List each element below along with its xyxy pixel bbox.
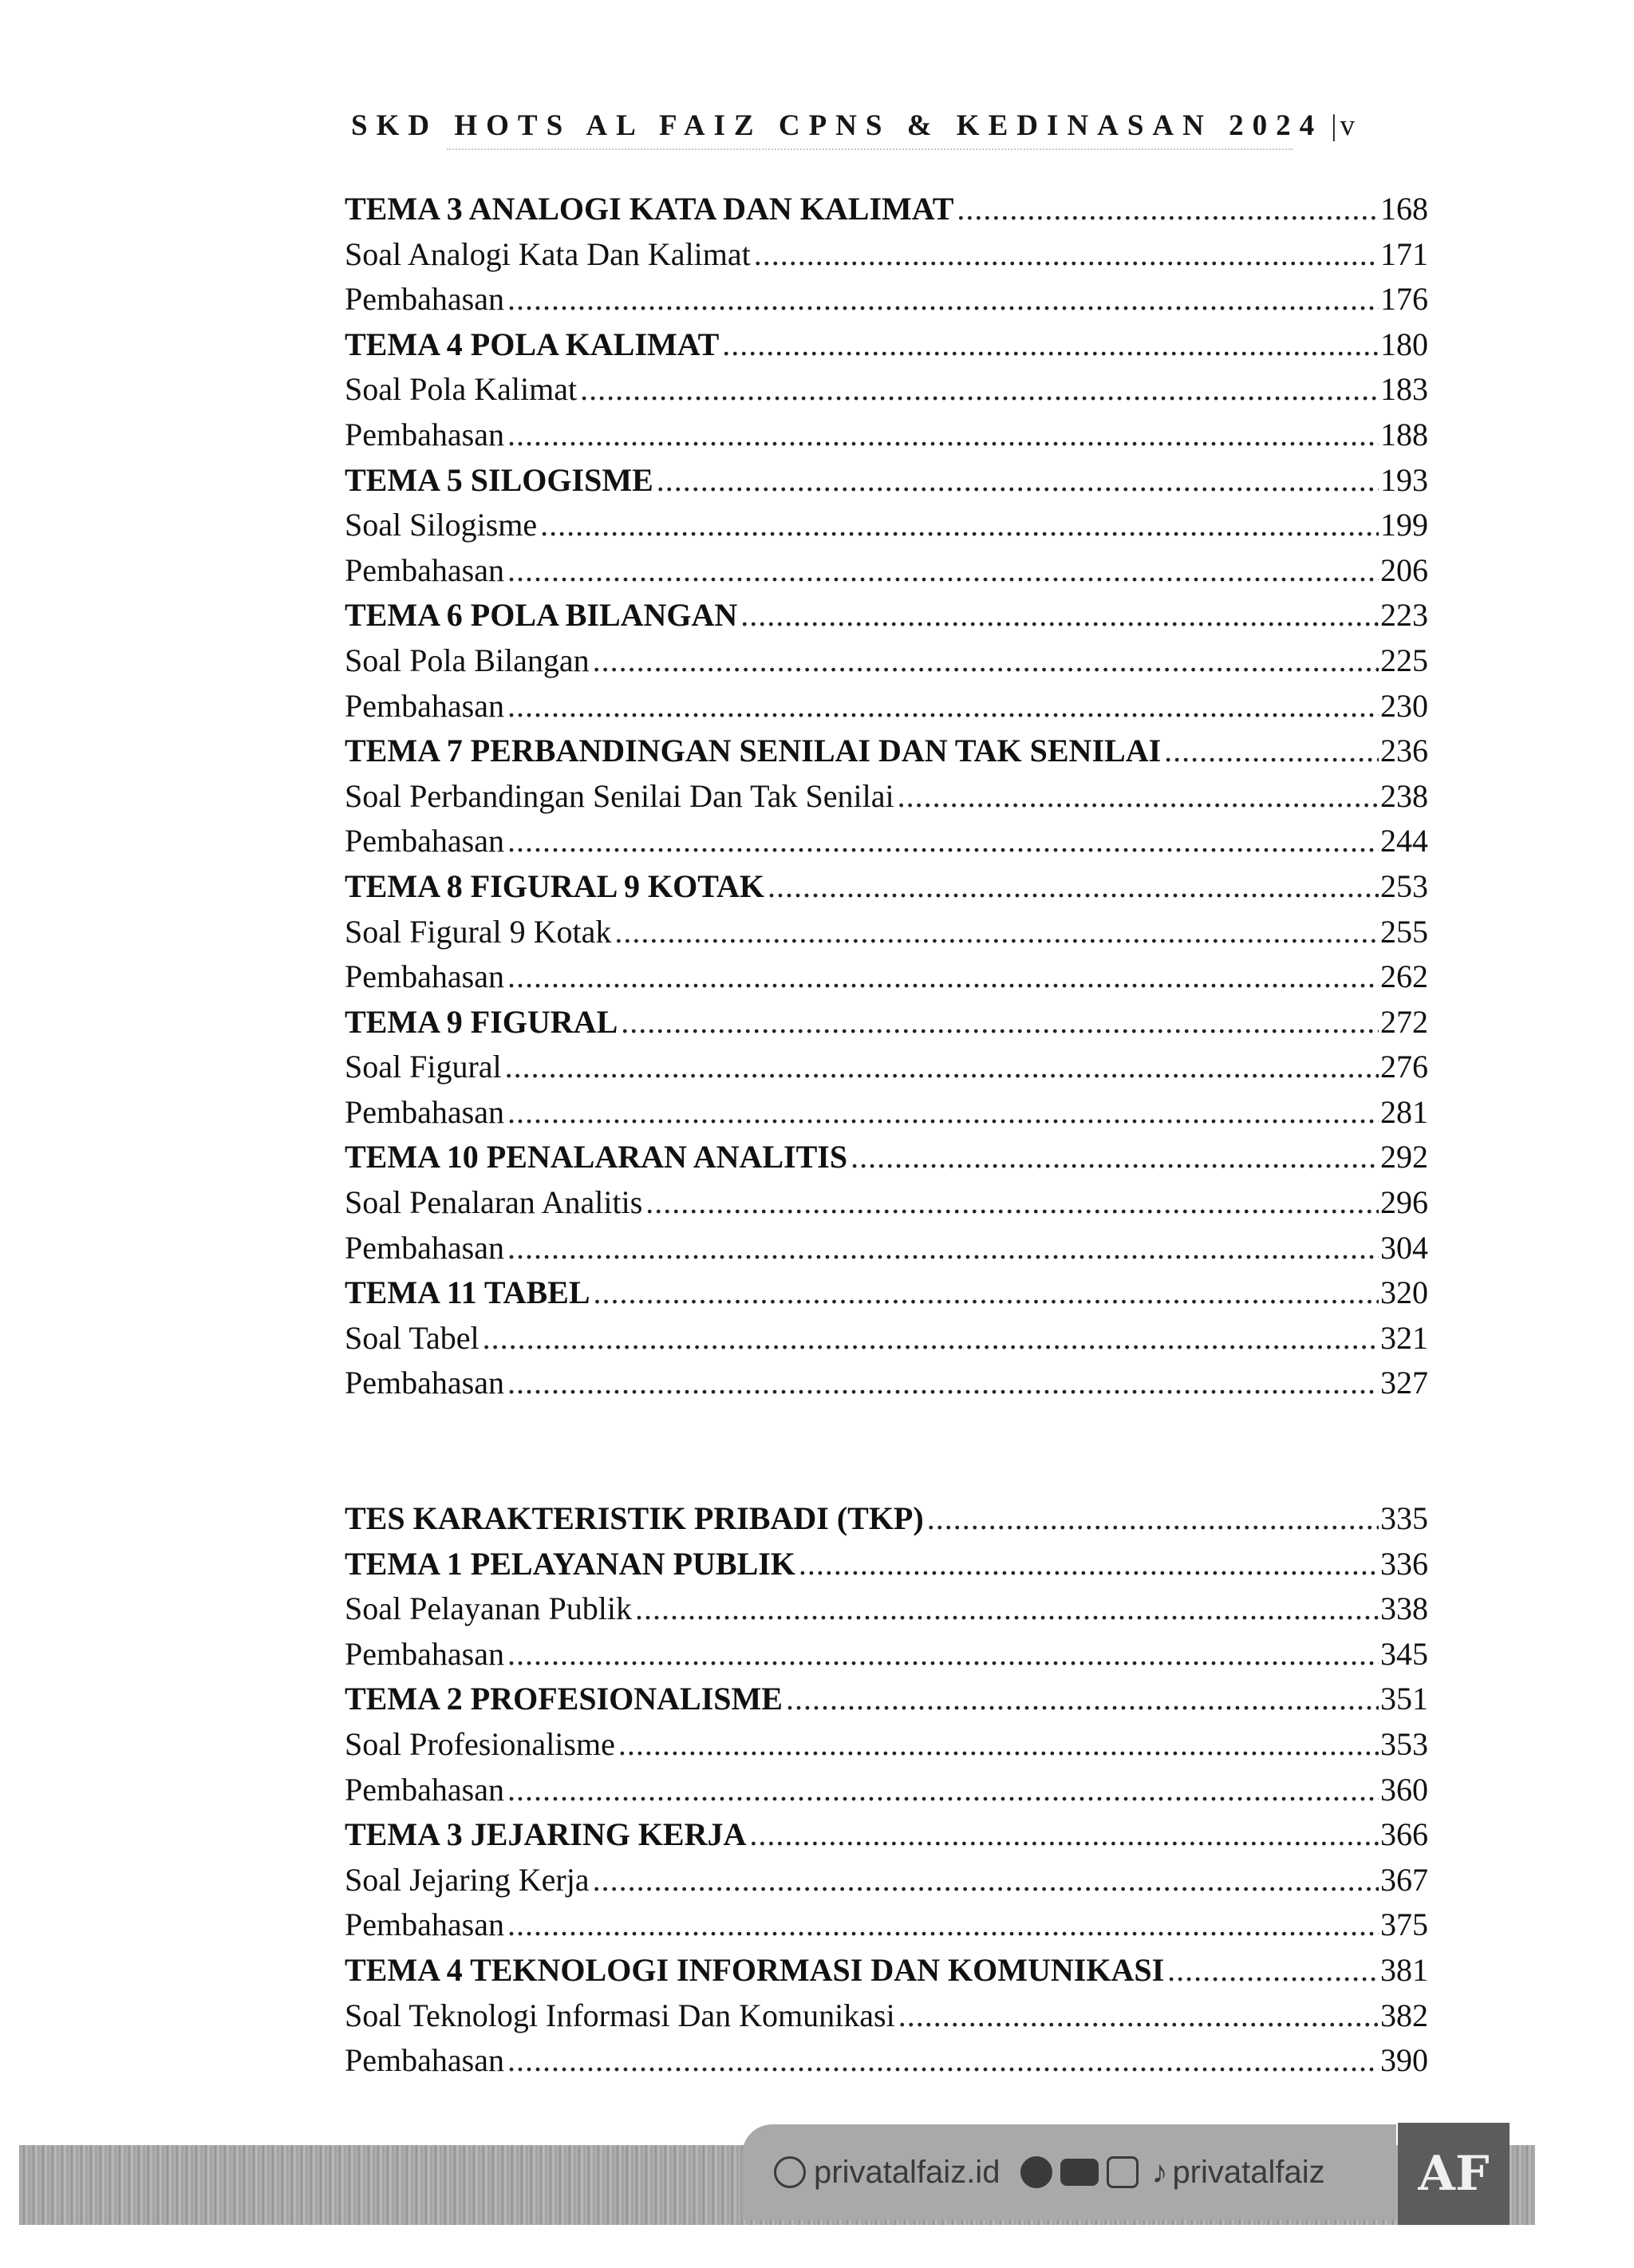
toc-page-number: 366 — [1380, 1816, 1428, 1853]
running-header — [351, 109, 1428, 143]
toc-title: Pembahasan — [345, 823, 504, 859]
dot-leader — [614, 910, 1379, 955]
toc-title: Pembahasan — [345, 1229, 504, 1266]
toc-entry-row — [345, 1180, 1428, 1226]
toc-heading-row — [345, 1812, 1428, 1858]
toc-page-number: 367 — [1380, 1861, 1428, 1898]
toc-title: Soal Tabel — [345, 1319, 480, 1356]
toc-entry-row — [345, 2038, 1428, 2084]
dot-leader — [1164, 729, 1379, 774]
toc-heading-row — [345, 458, 1428, 504]
toc-entry-row — [345, 1361, 1428, 1406]
toc-page-number: 180 — [1380, 326, 1428, 362]
toc-title: Pembahasan — [345, 416, 504, 452]
toc-title: TEMA 3 ANALOGI KATA DAN KALIMAT — [345, 191, 954, 227]
toc-title: Pembahasan — [345, 1093, 504, 1130]
dot-leader — [507, 277, 1379, 322]
dot-leader — [507, 1903, 1379, 1948]
toc-entry-row — [345, 1045, 1428, 1090]
toc-title: Soal Perbandingan Senilai Dan Tak Senilai — [345, 777, 894, 814]
toc-page-number: 225 — [1380, 642, 1428, 678]
logo-text: AF — [1418, 2146, 1490, 2202]
tiktok-icon: ♪ — [1151, 2154, 1168, 2190]
dot-leader — [507, 1632, 1379, 1677]
toc-heading-row — [345, 729, 1428, 774]
toc-page-number: 253 — [1380, 867, 1428, 904]
toc-entry-row — [345, 232, 1428, 278]
dot-leader — [507, 1361, 1379, 1406]
toc-page-number: 188 — [1380, 416, 1428, 452]
toc-heading-row — [345, 1496, 1428, 1542]
table-of-contents — [345, 187, 1428, 2084]
toc-title: TEMA 2 PROFESIONALISME — [345, 1681, 783, 1717]
toc-title: Pembahasan — [345, 281, 504, 318]
toc-title: TEMA 3 JEJARING KERJA — [345, 1816, 747, 1853]
dot-leader — [621, 1000, 1379, 1045]
toc-title: Pembahasan — [345, 958, 504, 995]
toc-title: TEMA 8 FIGURAL 9 KOTAK — [345, 867, 764, 904]
toc-heading-row — [345, 1000, 1428, 1045]
toc-title: Soal Figural — [345, 1049, 502, 1085]
toc-entry-row — [345, 413, 1428, 458]
dot-leader — [507, 2038, 1379, 2084]
toc-page-number: 320 — [1380, 1274, 1428, 1311]
toc-page-number: 199 — [1380, 507, 1428, 543]
toc-title: Soal Profesionalisme — [345, 1726, 615, 1762]
toc-title: Pembahasan — [345, 2042, 504, 2079]
dot-leader — [927, 1496, 1379, 1542]
dot-leader — [645, 1180, 1379, 1226]
dot-leader — [507, 1768, 1379, 1813]
toc-heading-row — [345, 1270, 1428, 1316]
dot-leader — [722, 322, 1379, 368]
dot-leader — [851, 1135, 1379, 1180]
dot-leader — [507, 1226, 1379, 1271]
toc-page-number: 236 — [1380, 733, 1428, 769]
dot-leader — [507, 684, 1379, 729]
toc-entry-row — [345, 503, 1428, 548]
toc-entry-row — [345, 1632, 1428, 1677]
toc-entry-row — [345, 277, 1428, 322]
toc-title: TEMA 4 POLA KALIMAT — [345, 326, 720, 362]
toc-title: Pembahasan — [345, 1635, 504, 1672]
instagram-icon — [1107, 2156, 1139, 2188]
toc-page-number: 262 — [1380, 958, 1428, 995]
dot-leader — [593, 1858, 1379, 1903]
dot-leader — [507, 413, 1379, 458]
dot-leader — [786, 1677, 1379, 1722]
dot-leader — [749, 1812, 1379, 1858]
toc-page-number: 336 — [1380, 1545, 1428, 1582]
toc-entry-row — [345, 1722, 1428, 1768]
toc-page-number: 272 — [1380, 1003, 1428, 1040]
footer-website: privatalfaiz.id — [814, 2154, 1001, 2190]
toc-entry-row — [345, 548, 1428, 594]
toc-page-number: 171 — [1380, 235, 1428, 272]
toc-entry-row — [345, 1090, 1428, 1136]
toc-page-number: 375 — [1380, 1906, 1428, 1943]
toc-heading-row — [345, 1948, 1428, 1993]
toc-page-number: 335 — [1380, 1500, 1428, 1537]
toc-page-number: 296 — [1380, 1184, 1428, 1221]
toc-page-number: 360 — [1380, 1771, 1428, 1808]
toc-entry-row — [345, 954, 1428, 1000]
dot-leader — [507, 1090, 1379, 1136]
toc-page-number: 304 — [1380, 1229, 1428, 1266]
dot-leader — [768, 864, 1379, 910]
toc-heading-row — [345, 1677, 1428, 1722]
toc-page-number: 381 — [1380, 1951, 1428, 1988]
toc-page-number: 206 — [1380, 551, 1428, 588]
toc-title: Soal Penalaran Analitis — [345, 1184, 643, 1221]
dot-leader — [635, 1586, 1379, 1632]
toc-page-number: 276 — [1380, 1049, 1428, 1085]
toc-page-number: 281 — [1380, 1093, 1428, 1130]
toc-heading-row — [345, 1542, 1428, 1587]
toc-title: TEMA 1 PELAYANAN PUBLIK — [345, 1545, 795, 1582]
dot-leader — [618, 1722, 1379, 1768]
toc-entry-row — [345, 1858, 1428, 1903]
toc-entry-row — [345, 1903, 1428, 1948]
toc-entry-row — [345, 910, 1428, 955]
dot-leader — [580, 367, 1379, 413]
dot-leader — [594, 1270, 1379, 1316]
toc-page-number: 183 — [1380, 371, 1428, 408]
toc-page-number: 390 — [1380, 2042, 1428, 2079]
toc-page-number: 193 — [1380, 461, 1428, 498]
toc-section-twk-tiu — [345, 187, 1428, 1406]
toc-page-number: 223 — [1380, 597, 1428, 634]
dot-leader — [507, 819, 1379, 864]
toc-title: Soal Teknologi Informasi Dan Komunikasi — [345, 1997, 895, 2033]
toc-page-number: 327 — [1380, 1365, 1428, 1401]
globe-icon — [774, 2156, 806, 2188]
youtube-icon — [1060, 2159, 1099, 2186]
section-gap — [345, 1406, 1428, 1496]
toc-title: Soal Analogi Kata Dan Kalimat — [345, 235, 751, 272]
toc-entry-row — [345, 638, 1428, 684]
toc-section-tkp — [345, 1496, 1428, 2084]
toc-title: Soal Pelayanan Publik — [345, 1590, 632, 1627]
running-title: SKD HOTS AL FAIZ CPNS & KEDINASAN 2024 — [351, 109, 1324, 142]
toc-page-number: 382 — [1380, 1997, 1428, 2033]
toc-title: TEMA 6 POLA BILANGAN — [345, 597, 738, 634]
toc-page-number: 255 — [1380, 913, 1428, 950]
dot-leader — [740, 593, 1379, 638]
toc-page-number: 230 — [1380, 687, 1428, 724]
dot-leader — [657, 458, 1379, 504]
toc-page-number: 292 — [1380, 1139, 1428, 1175]
toc-title: TEMA 7 PERBANDINGAN SENILAI DAN TAK SENILAI — [345, 733, 1162, 769]
footer-social-handle: privatalfaiz — [1172, 2154, 1325, 2190]
toc-heading-row — [345, 187, 1428, 232]
dot-leader — [898, 774, 1379, 820]
toc-page-number: 338 — [1380, 1590, 1428, 1627]
dot-leader — [540, 503, 1379, 548]
toc-title: TEMA 11 TABEL — [345, 1274, 590, 1311]
toc-title: Pembahasan — [345, 1365, 504, 1401]
facebook-icon — [1020, 2156, 1052, 2188]
dot-leader — [593, 638, 1379, 684]
footer-contact-bar — [742, 2124, 1396, 2220]
toc-title: Soal Pola Kalimat — [345, 371, 578, 408]
toc-page-number: 351 — [1380, 1681, 1428, 1717]
toc-heading-row — [345, 322, 1428, 368]
toc-title: Pembahasan — [345, 687, 504, 724]
header-page-number: v — [1340, 109, 1356, 142]
dot-leader — [505, 1045, 1379, 1090]
toc-page-number: 168 — [1380, 191, 1428, 227]
toc-heading-row — [345, 864, 1428, 910]
toc-entry-row — [345, 774, 1428, 820]
toc-page-number: 345 — [1380, 1635, 1428, 1672]
toc-title: Soal Pola Bilangan — [345, 642, 590, 678]
toc-entry-row — [345, 1993, 1428, 2039]
toc-entry-row — [345, 1586, 1428, 1632]
toc-page-number: 238 — [1380, 777, 1428, 814]
toc-entry-row — [345, 1768, 1428, 1813]
toc-entry-row — [345, 684, 1428, 729]
toc-heading-row — [345, 1135, 1428, 1180]
toc-title: TEMA 9 FIGURAL — [345, 1003, 618, 1040]
toc-page-number: 321 — [1380, 1319, 1428, 1356]
publisher-logo — [1398, 2123, 1510, 2225]
dot-leader — [507, 954, 1379, 1000]
header-rule — [447, 148, 1293, 150]
toc-entry-row — [345, 819, 1428, 864]
dot-leader — [507, 548, 1379, 594]
dot-leader — [898, 1993, 1379, 2039]
toc-title: TES KARAKTERISTIK PRIBADI (TKP) — [345, 1500, 924, 1537]
toc-title: Soal Figural 9 Kotak — [345, 913, 612, 950]
toc-title: TEMA 10 PENALARAN ANALITIS — [345, 1139, 848, 1175]
toc-title: Pembahasan — [345, 551, 504, 588]
toc-title: Soal Jejaring Kerja — [345, 1861, 590, 1898]
toc-title: TEMA 4 TEKNOLOGI INFORMASI DAN KOMUNIKASI — [345, 1951, 1165, 1988]
toc-entry-row — [345, 1226, 1428, 1271]
toc-page-number: 244 — [1380, 823, 1428, 859]
toc-heading-row — [345, 593, 1428, 638]
header-separator: | — [1331, 109, 1337, 142]
toc-entry-row — [345, 367, 1428, 413]
toc-page-number: 176 — [1380, 281, 1428, 318]
toc-title: Soal Silogisme — [345, 507, 538, 543]
toc-entry-row — [345, 1316, 1428, 1361]
dot-leader — [799, 1542, 1379, 1587]
dot-leader — [754, 232, 1379, 278]
toc-page-number: 353 — [1380, 1726, 1428, 1762]
toc-title: Pembahasan — [345, 1771, 504, 1808]
dot-leader — [957, 187, 1379, 232]
dot-leader — [1167, 1948, 1379, 1993]
dot-leader — [483, 1316, 1379, 1361]
toc-title: Pembahasan — [345, 1906, 504, 1943]
toc-title: TEMA 5 SILOGISME — [345, 461, 653, 498]
